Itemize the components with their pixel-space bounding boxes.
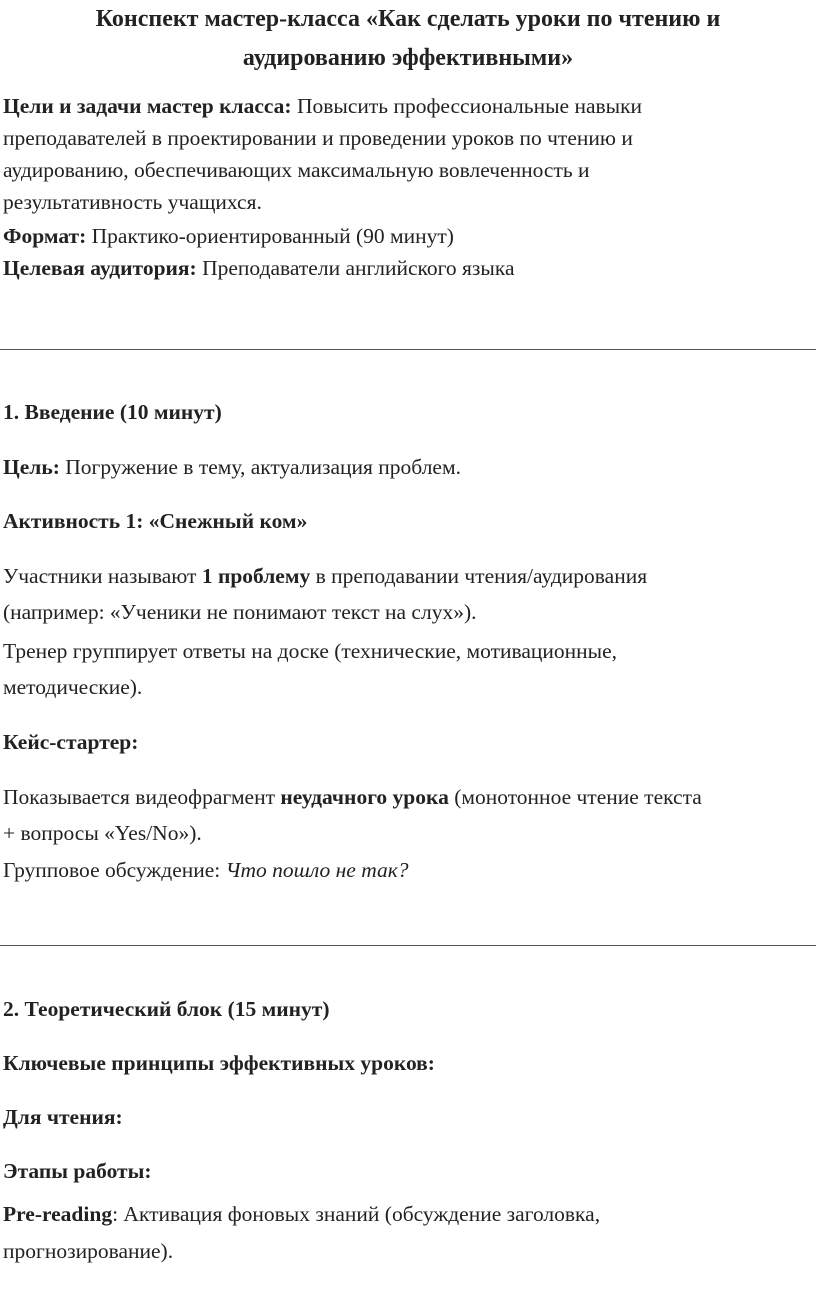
pre-reading-value: : Активация фоновых знаний (обсуждение заголовка, (112, 1202, 601, 1226)
p2-text-italic: Что пошло не так? (225, 858, 409, 882)
p1-line-1 (3, 561, 647, 591)
p2-line-3 (3, 855, 409, 885)
stages-heading (3, 1156, 152, 1186)
p2-text-c: (монотонное чтение текста (448, 785, 702, 809)
p2-text-bold: неудачного урока (280, 785, 449, 809)
activity-heading (3, 506, 307, 536)
title-line-1: Конспект мастер-класса «Как сделать уроки по чтению и (95, 6, 721, 32)
section1-heading (3, 397, 222, 427)
divider-2 (0, 945, 816, 946)
section1-goal-value: Погружение в тему, актуализация проблем. (59, 455, 461, 479)
goals-label: Цели и задачи мастер класса: (3, 94, 292, 118)
format-value: Практико-ориентированный (90 минут) (86, 224, 454, 248)
p2-text-discussion: Групповое обсуждение: (3, 858, 226, 882)
audience-line (3, 253, 515, 283)
audience-label: Целевая аудитория: (3, 256, 197, 280)
principles-heading-text: Ключевые принципы эффективных уроков: (3, 1051, 435, 1075)
p1-text-c: в преподавании чтения/аудирования (310, 564, 648, 588)
stages-heading-text: Этапы работы: (3, 1159, 152, 1183)
goals-line-4: результативность учащихся. (3, 190, 262, 214)
case-heading (3, 727, 138, 757)
goals-line-3: аудированию, обеспечивающих максимальную вовлеченность и (3, 158, 590, 182)
p1-line-3: Тренер группирует ответы на доске (технические, мотивационные, (3, 639, 618, 663)
p1-text-a: Участники называют (3, 564, 202, 588)
section1-heading-text: 1. Введение (10 минут) (3, 400, 222, 424)
activity-heading-text: Активность 1: «Снежный ком» (3, 509, 308, 533)
title-line-2: аудированию эффективными» (242, 45, 574, 71)
page-title (0, 0, 816, 78)
goals-text-1: Повысить профессиональные навыки (291, 94, 643, 118)
section1-goal (3, 452, 461, 482)
principles-heading (3, 1048, 435, 1078)
section2-heading (3, 994, 330, 1024)
case-heading-text: Кейс-стартер: (3, 730, 139, 754)
p1-line-4: методические). (3, 675, 143, 699)
p1-text-bold: 1 проблему (201, 564, 311, 588)
reading-heading-text: Для чтения: (3, 1105, 123, 1129)
p2-text-a: Показывается видеофрагмент (3, 785, 281, 809)
goals-line-2: преподавателей в проектировании и проведении уроков по чтению и (3, 126, 633, 150)
goals-line-1 (3, 91, 642, 121)
pre-reading-line-1 (3, 1199, 600, 1229)
section2-heading-text: 2. Теоретический блок (15 минут) (3, 997, 330, 1021)
reading-heading (3, 1102, 123, 1132)
p2-line-1 (3, 782, 702, 812)
p1-line-2: (например: «Ученики не понимают текст на слух»). (3, 600, 477, 624)
pre-reading-label: Pre-reading (3, 1202, 113, 1226)
format-line (3, 221, 454, 251)
audience-value: Преподаватели английского языка (196, 256, 515, 280)
format-label: Формат: (3, 224, 87, 248)
section1-goal-label: Цель: (3, 455, 60, 479)
p2-line-2: + вопросы «Yes/No»). (3, 821, 202, 845)
divider-1 (0, 349, 816, 350)
pre-reading-line-2: прогнозирование). (3, 1239, 174, 1263)
